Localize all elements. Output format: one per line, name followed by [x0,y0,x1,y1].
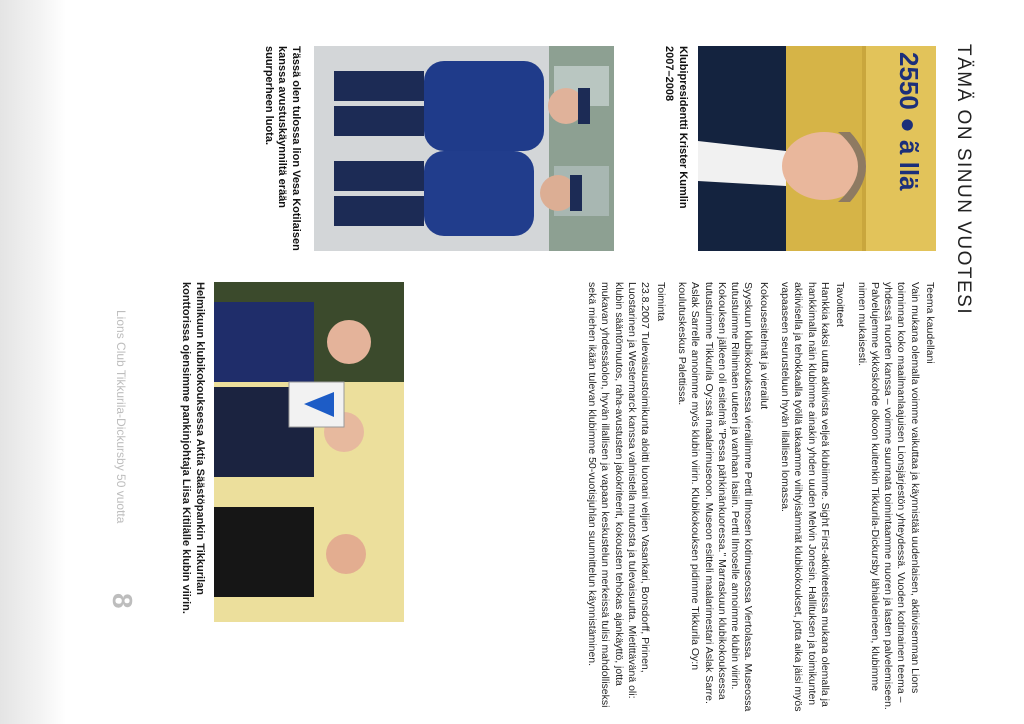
section-body-toiminta: 23.8.2007 Tulevaisuustoimikunta aloitti luonani veljien Vasankari, Bonsdorff, Pirinen, Luostarinen ja Westermarck kanssa valmistella muutosta ja tulevaisuutta. Mietittävänä oli: klubin sääntömuutos, raha-avustusten jakokriteerit, kokousten tehokas ajankäyttö, jotta mukavan yhdessäolon, hyvän illallisen ja vapaan keskustelun merkeissä tulisi mahdolliseksi sekä miehen ikään tulevan klubimme 50-vuotisjuhlan suunnittelun käynnistäminen. [586,282,652,708]
banner-text: 2550 ● ã llä [894,52,924,191]
page-number: 8 [107,593,138,609]
section-heading-kokous: Kokousesitelmät ja vierailut [757,282,770,410]
president-portrait-photo [698,46,936,251]
street-photo [314,46,614,251]
bottom-caption: Helmikuun klubikokouksessa Aktia Säästöpankin Tikkurilan konttorissa ojensimme pankinjohtaja Liisa Kitilälle klubin viirin. [180,282,206,614]
section-body-kokous: Syyskuun klubikokouksessa vierailimme Pertti Ilmosen kotimuseossa Viertolassa. Museossa tutustuimme Riihimäen uuteen ja vanhaan lasiin. Pertti Ilmoselle annoimme klubin viirin. Kokouksen jälkeen oli esitelmä "Pessa pähkinänkuoressa." Marraskuun klubikokouksessa tutustuimme Tikkurila Oy:ssä maalarimuseoon. Museon esitteli maalarimestari Aslak Sarre. Aslak Sarrelle annoimme myös klubin viirin. Klubikokouksen pidimme Tikkurila Oy:n koulutuskeskus Palettissa. [675,282,755,712]
section-heading-tavoitteet: Tavoitteet [834,282,847,327]
group-photo [214,282,404,622]
street-caption: Tässä olen tulossa lion Vesa Kotilaisen kanssa avustuskäynniltä erään suurperheen luota. [263,46,302,251]
group-photo-icon [214,282,404,622]
section-body-teema: Vain mukana olemalla voimme vaikuttaa ja käynnistää uudenlaisen, aktiivisemman Lions toiminnan koko maailmanlaajuisen Lionsjärjestön yhteydessä. Vuoden kotimainen teema – yhdessä nuorten kanssa – voimme suunnata toimintaamme nuoren ja lasten palvelemiseen. Palvelujemme ykköskohde olkoon kuitenkin Tikkurila-Dickursby lähialueineen, klubimme nimen mukaisesti. [855,282,921,710]
text-column [583,282,936,717]
president-caption: Klubipresidentti Krister Kumlin 2007–2008 [663,46,689,209]
section-heading-teema: Teema kaudellani [924,282,936,364]
page-title: TÄMÄ ON SINUN VUOTESI [953,44,974,316]
page-footer: Lions Club Tikkurila-Dickursby 50 vuotta [114,310,128,524]
section-heading-toiminta: Toiminta [654,282,667,322]
street-photo-icon [314,46,614,251]
section-body-tavoitteet: Hankkia kaksi uutta aktiivista veljeä klubiimme. Sight First-aktiviteetissa mukana olemalla ja hankkimalla näin klubimme ainakin yhden uuden Melvin Jonesin. Hallituksen ja toimikunten aktiivisella ja tehokkaalla työllä takaamme viihtyisämmät klubikokoukset, jotta aika jäisi myös vapaaseen seurusteluun hyvän illallisen lomassa. [779,282,831,712]
